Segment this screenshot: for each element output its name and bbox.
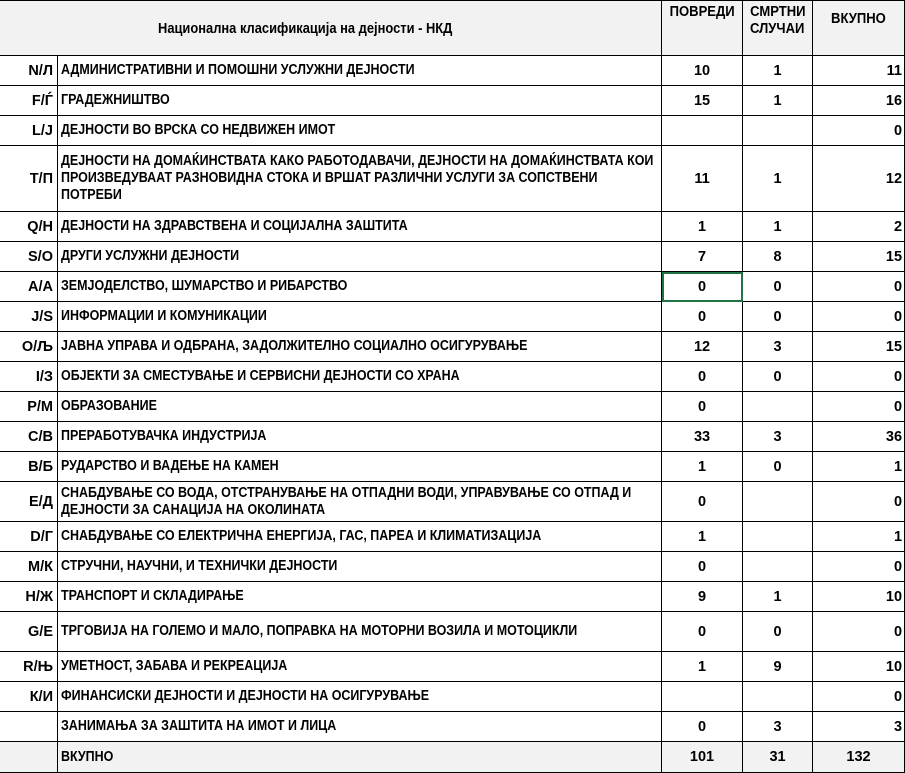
injuries-cell[interactable]: 9	[662, 582, 743, 612]
activity-code-cell[interactable]: О/Љ	[0, 332, 58, 362]
activity-code-cell[interactable]: D/Г	[0, 522, 58, 552]
activity-code-cell[interactable]: G/Е	[0, 612, 58, 652]
deaths-cell[interactable]	[743, 116, 813, 146]
total-cell[interactable]: 10	[813, 582, 905, 612]
activity-code-cell[interactable]: T/П	[0, 146, 58, 212]
deaths-cell[interactable]	[743, 682, 813, 712]
injuries-cell[interactable]: 1	[662, 522, 743, 552]
activity-code-cell[interactable]: L/J	[0, 116, 58, 146]
total-cell[interactable]: 12	[813, 146, 905, 212]
activity-code-cell[interactable]: В/Б	[0, 452, 58, 482]
activity-name-cell[interactable]: СНАБДУВАЊЕ СО ВОДА, ОТСТРАНУВАЊЕ НА ОТПАДНИ ВОДИ, УПРАВУВАЊЕ СО ОТПАД И ДЕЈНОСТИ ЗА САНАЦИЈА НА ОКОЛИНАТА	[58, 482, 662, 522]
injuries-cell[interactable]: 0	[662, 712, 743, 742]
injuries-cell[interactable]: 1	[662, 212, 743, 242]
activity-name-cell[interactable]: ЈАВНА УПРАВА И ОДБРАНА, ЗАДОЛЖИТЕЛНО СОЦИАЛНО ОСИГУРУВАЊЕ	[58, 332, 662, 362]
deaths-cell[interactable]: 1	[743, 582, 813, 612]
total-cell[interactable]: 0	[813, 116, 905, 146]
table-row	[0, 612, 905, 652]
total-cell[interactable]: 1	[813, 522, 905, 552]
total-deaths-cell[interactable]: 31	[743, 742, 813, 773]
table-row	[0, 56, 905, 86]
table-row	[0, 302, 905, 332]
deaths-cell[interactable]	[743, 392, 813, 422]
activity-name-cell[interactable]: ДРУГИ УСЛУЖНИ ДЕЈНОСТИ	[58, 242, 662, 272]
activity-code-cell[interactable]	[0, 712, 58, 742]
deaths-cell[interactable]	[743, 522, 813, 552]
activity-name-cell[interactable]: ИНФОРМАЦИИ И КОМУНИКАЦИИ	[58, 302, 662, 332]
total-cell[interactable]: 15	[813, 332, 905, 362]
deaths-cell[interactable]: 0	[743, 612, 813, 652]
activity-name-cell[interactable]: ДЕЈНОСТИ ВО ВРСКА СО НЕДВИЖЕН ИМОТ	[58, 116, 662, 146]
activity-name-cell[interactable]: СНАБДУВАЊЕ СО ЕЛЕКТРИЧНА ЕНЕРГИЈА, ГАС, ПАРЕА И КЛИМАТИЗАЦИЈА	[58, 522, 662, 552]
injuries-cell[interactable]: 0	[662, 302, 743, 332]
table-row	[0, 116, 905, 146]
table-row	[0, 582, 905, 612]
total-label-cell[interactable]: ВКУПНО	[58, 742, 662, 773]
injuries-cell[interactable]: 0	[662, 272, 743, 302]
injuries-cell[interactable]: 0	[662, 612, 743, 652]
total-cell[interactable]: 1	[813, 452, 905, 482]
table-row	[0, 712, 905, 742]
activity-code-cell[interactable]: J/S	[0, 302, 58, 332]
activity-code-cell[interactable]: М/К	[0, 552, 58, 582]
injuries-cell[interactable]: 12	[662, 332, 743, 362]
total-cell[interactable]: 0	[813, 272, 905, 302]
total-cell[interactable]: 10	[813, 652, 905, 682]
activity-code-cell[interactable]: F/Ѓ	[0, 86, 58, 116]
table-row	[0, 242, 905, 272]
activity-name-cell[interactable]: ГРАДЕЖНИШТВО	[58, 86, 662, 116]
injuries-cell[interactable]: 0	[662, 362, 743, 392]
total-cell[interactable]: 0	[813, 552, 905, 582]
activity-code-cell[interactable]: R/Њ	[0, 652, 58, 682]
table-row	[0, 272, 905, 302]
table-row	[0, 482, 905, 522]
table-row	[0, 522, 905, 552]
activity-code-cell[interactable]: С/В	[0, 422, 58, 452]
injuries-cell[interactable]: 11	[662, 146, 743, 212]
activity-name-cell[interactable]: АДМИНИСТРАТИВНИ И ПОМОШНИ УСЛУЖНИ ДЕЈНОСТИ	[58, 56, 662, 86]
deaths-cell[interactable]: 3	[743, 422, 813, 452]
deaths-cell[interactable]: 3	[743, 332, 813, 362]
injuries-cell[interactable]: 33	[662, 422, 743, 452]
deaths-cell[interactable]: 0	[743, 362, 813, 392]
injuries-cell[interactable]: 1	[662, 452, 743, 482]
table-row	[0, 552, 905, 582]
activity-code-cell[interactable]: Р/М	[0, 392, 58, 422]
deaths-cell[interactable]: 1	[743, 212, 813, 242]
total-cell[interactable]: 0	[813, 612, 905, 652]
activity-name-cell[interactable]: ДЕЈНОСТИ НА ЗДРАВСТВЕНА И СОЦИЈАЛНА ЗАШТИТА	[58, 212, 662, 242]
total-cell[interactable]: 0	[813, 392, 905, 422]
total-row	[0, 742, 905, 773]
total-cell[interactable]: 0	[813, 682, 905, 712]
activity-name-cell[interactable]: ТРАНСПОРТ И СКЛАДИРАЊЕ	[58, 582, 662, 612]
deaths-cell[interactable]: 0	[743, 302, 813, 332]
deaths-cell[interactable]: 0	[743, 272, 813, 302]
activity-name-cell[interactable]: ОБЈЕКТИ ЗА СМЕСТУВАЊЕ И СЕРВИСНИ ДЕЈНОСТИ СО ХРАНА	[58, 362, 662, 392]
total-cell[interactable]: 0	[813, 302, 905, 332]
injuries-cell[interactable]	[662, 116, 743, 146]
deaths-cell[interactable]: 3	[743, 712, 813, 742]
activity-code-cell[interactable]: Q/Н	[0, 212, 58, 242]
activity-code-cell[interactable]: К/И	[0, 682, 58, 712]
activity-name-cell[interactable]: ОБРАЗОВАНИЕ	[58, 392, 662, 422]
injuries-cell[interactable]: 10	[662, 56, 743, 86]
activity-code-cell[interactable]: А/А	[0, 272, 58, 302]
table-row	[0, 392, 905, 422]
total-injuries-cell[interactable]: 101	[662, 742, 743, 773]
activity-name-cell[interactable]: РУДАРСТВО И ВАДЕЊЕ НА КАМЕН	[58, 452, 662, 482]
activity-name-cell[interactable]: ЗАНИМАЊА ЗА ЗАШТИТА НА ИМОТ И ЛИЦА	[58, 712, 662, 742]
deaths-cell[interactable]: 1	[743, 146, 813, 212]
activity-name-cell[interactable]: ФИНАНСИСКИ ДЕЈНОСТИ И ДЕЈНОСТИ НА ОСИГУРУВАЊЕ	[58, 682, 662, 712]
total-cell[interactable]: 0	[813, 482, 905, 522]
table-row	[0, 332, 905, 362]
injuries-cell[interactable]: 0	[662, 552, 743, 582]
injuries-cell[interactable]	[662, 682, 743, 712]
total-cell[interactable]: 11	[813, 56, 905, 86]
total-code-cell[interactable]	[0, 742, 58, 773]
injuries-cell[interactable]: 0	[662, 482, 743, 522]
activity-name-cell[interactable]: УМЕТНОСТ, ЗАБАВА И РЕКРЕАЦИЈА	[58, 652, 662, 682]
total-cell[interactable]: 3	[813, 712, 905, 742]
injuries-cell[interactable]: 7	[662, 242, 743, 272]
deaths-cell[interactable]: 1	[743, 56, 813, 86]
table-row	[0, 212, 905, 242]
deaths-cell[interactable]: 8	[743, 242, 813, 272]
activity-name-cell[interactable]: ПРЕРАБОТУВАЧКА ИНДУСТРИЈА	[58, 422, 662, 452]
deaths-cell[interactable]: 1	[743, 86, 813, 116]
table-row	[0, 362, 905, 392]
column-header-deaths[interactable]: СМРТНИ СЛУЧАИ	[743, 1, 813, 56]
header-row	[0, 1, 905, 56]
column-header-total[interactable]: ВКУПНО	[813, 1, 905, 56]
table-row	[0, 86, 905, 116]
total-total-cell[interactable]: 132	[813, 742, 905, 773]
table-row	[0, 422, 905, 452]
injuries-cell[interactable]: 0	[662, 392, 743, 422]
total-cell[interactable]: 36	[813, 422, 905, 452]
deaths-cell[interactable]: 0	[743, 452, 813, 482]
activity-name-cell[interactable]: ТРГОВИЈА НА ГОЛЕМО И МАЛО, ПОПРАВКА НА МОТОРНИ ВОЗИЛА И МОТОЦИКЛИ	[58, 612, 662, 652]
total-cell[interactable]: 0	[813, 362, 905, 392]
activity-code-cell[interactable]: S/О	[0, 242, 58, 272]
activity-code-cell[interactable]: Н/Ж	[0, 582, 58, 612]
table-row	[0, 682, 905, 712]
activity-name-cell[interactable]: ЗЕМЈОДЕЛСТВО, ШУМАРСТВО И РИБАРСТВО	[58, 272, 662, 302]
deaths-cell[interactable]	[743, 482, 813, 522]
deaths-cell[interactable]	[743, 552, 813, 582]
injuries-cell[interactable]: 15	[662, 86, 743, 116]
table-row	[0, 146, 905, 212]
column-header-injuries[interactable]: ПОВРЕДИ	[662, 1, 743, 56]
activity-code-cell[interactable]: Е/Д	[0, 482, 58, 522]
activity-code-cell[interactable]: І/З	[0, 362, 58, 392]
activity-name-cell[interactable]: СТРУЧНИ, НАУЧНИ, И ТЕХНИЧКИ ДЕЈНОСТИ	[58, 552, 662, 582]
column-header-classification[interactable]: Национална класификација на дејности - НКД	[0, 1, 662, 56]
total-cell[interactable]: 16	[813, 86, 905, 116]
total-cell[interactable]: 2	[813, 212, 905, 242]
total-cell[interactable]: 15	[813, 242, 905, 272]
table-row	[0, 452, 905, 482]
deaths-cell[interactable]: 9	[743, 652, 813, 682]
activity-name-cell[interactable]: ДЕЈНОСТИ НА ДОМАЌИНСТВАТА КАКО РАБОТОДАВАЧИ, ДЕЈНОСТИ НА ДОМАЌИНСТВАТА КОИ ПРОИЗВЕДУВААТ РАЗНОВИДНА СТОКА И ВРШАТ РАЗЛИЧНИ УСЛУГИ ЗА СОПСТВЕНИ ПОТРЕБИ	[58, 146, 662, 212]
activity-code-cell[interactable]: N/Л	[0, 56, 58, 86]
table-row	[0, 652, 905, 682]
injuries-cell[interactable]: 1	[662, 652, 743, 682]
